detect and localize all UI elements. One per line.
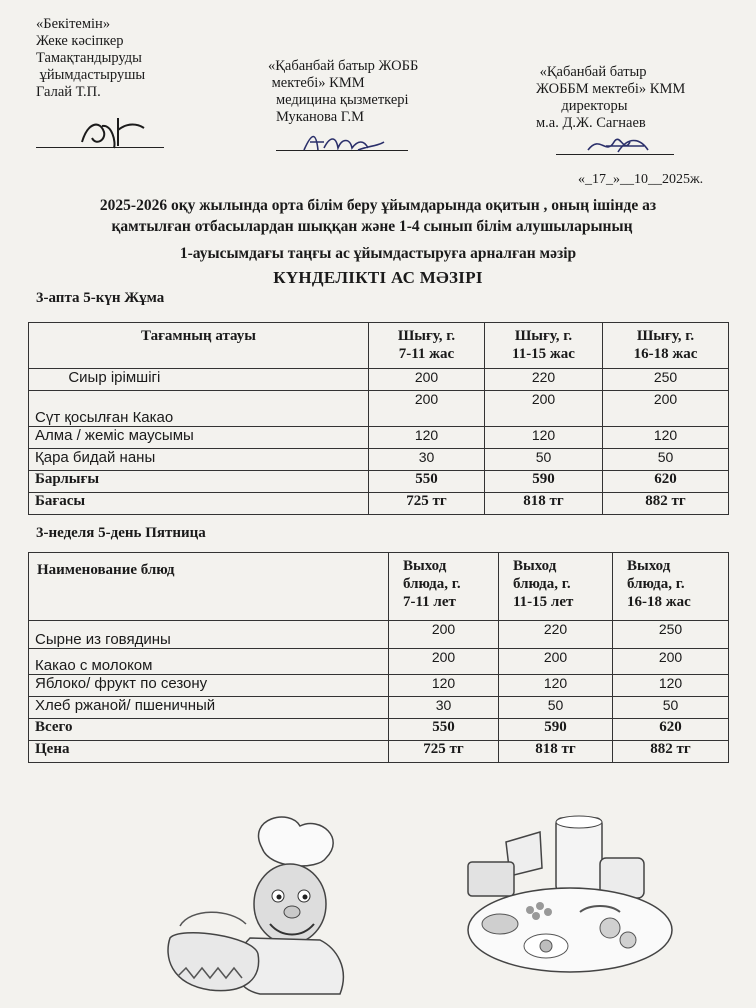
- column-header: Тағамның атауы: [29, 323, 369, 369]
- total-value: 620: [603, 471, 729, 493]
- portion-value: 200: [613, 649, 729, 675]
- total-row: [29, 719, 729, 741]
- table-row: [29, 369, 729, 391]
- approval-line: «Бекітемін»: [36, 16, 111, 32]
- price-value: 818 тг: [485, 493, 603, 515]
- portion-value: 200: [389, 621, 499, 649]
- total-value: 550: [389, 719, 499, 741]
- portion-value: 30: [369, 449, 485, 471]
- portion-value: 200: [603, 391, 729, 427]
- approval-medical: [268, 58, 418, 126]
- portion-value: 50: [603, 449, 729, 471]
- approval-line: директоры: [536, 98, 628, 114]
- signature-icon: [584, 130, 654, 160]
- approval-line: «Қабанбай батыр ЖОББ: [268, 58, 419, 74]
- dish-name: Сырне из говядины: [29, 621, 389, 649]
- dish-name: Какао с молоком: [29, 649, 389, 675]
- approval-line: Галай Т.П.: [36, 84, 101, 100]
- dish-name: Хлеб ржаной/ пшеничный: [29, 697, 389, 719]
- portion-value: 120: [389, 675, 499, 697]
- portion-value: 30: [389, 697, 499, 719]
- price-row: [29, 741, 729, 763]
- weekday-label-ru: 3-неделя 5-день Пятница: [36, 525, 206, 541]
- price-value: 725 тг: [389, 741, 499, 763]
- price-value: 818 тг: [499, 741, 613, 763]
- portion-value: 200: [389, 649, 499, 675]
- portion-value: 50: [485, 449, 603, 471]
- weekday-label-kz: 3-апта 5-күн Жұма: [36, 290, 165, 306]
- table-row: [29, 675, 729, 697]
- total-value: 550: [369, 471, 485, 493]
- total-label: Всего: [29, 719, 389, 741]
- price-value: 882 тг: [603, 493, 729, 515]
- column-header: Наименование блюд: [29, 553, 389, 621]
- table-row: [29, 621, 729, 649]
- table-row: [29, 697, 729, 719]
- portion-value: 200: [485, 391, 603, 427]
- approval-line: Жеке кәсіпкер: [36, 33, 124, 49]
- table-header-row: [29, 553, 729, 621]
- dish-name: Сиыр ірімшігі: [29, 369, 369, 391]
- table-row: [29, 449, 729, 471]
- approval-date: «_17_»__10__2025ж.: [578, 172, 704, 187]
- table-row: [29, 391, 729, 427]
- portion-value: 120: [369, 427, 485, 449]
- total-label: Барлығы: [29, 471, 369, 493]
- column-header: Шығу, г. 11-15 жас: [485, 323, 603, 369]
- portion-value: 50: [613, 697, 729, 719]
- signature-icon: [78, 112, 148, 152]
- signature-icon: [298, 128, 388, 158]
- total-row: [29, 471, 729, 493]
- approval-line: Тамақтандыруды: [36, 50, 142, 66]
- portion-value: 200: [499, 649, 613, 675]
- approval-line: ұйымдастырушы: [36, 67, 146, 83]
- portion-value: 220: [485, 369, 603, 391]
- approval-director: [536, 64, 685, 132]
- portion-value: 50: [499, 697, 613, 719]
- dish-name: Қара бидай наны: [29, 449, 369, 471]
- chef-illustration: [150, 808, 370, 998]
- total-value: 590: [485, 471, 603, 493]
- dish-name: Сүт қосылған Какао: [29, 391, 369, 427]
- document-title: КҮНДЕЛІКТІ АС МӘЗІРІ: [273, 268, 483, 287]
- column-header: Шығу, г. 7-11 жас: [369, 323, 485, 369]
- approval-entrepreneur: [36, 16, 145, 101]
- portion-value: 120: [485, 427, 603, 449]
- menu-table-ru: [28, 552, 729, 763]
- dish-name: Яблоко/ фрукт по сезону: [29, 675, 389, 697]
- table-row: [29, 427, 729, 449]
- approval-line: медицина қызметкері: [276, 92, 409, 108]
- heading-line-3: 1-ауысымдағы таңғы ас ұйымдастыруға арналған мәзір: [179, 245, 577, 262]
- price-label: Цена: [29, 741, 389, 763]
- portion-value: 250: [613, 621, 729, 649]
- breakfast-illustration: [460, 812, 690, 982]
- approval-line: «Қабанбай батыр: [536, 64, 647, 80]
- approval-line: ЖОББМ мектебі» КММ: [536, 81, 686, 97]
- heading-line-1: 2025-2026 оқу жылында орта білім беру ұйымдарында оқитын , оның ішінде аз: [99, 197, 657, 214]
- dish-name: Алма / жеміс маусымы: [29, 427, 369, 449]
- menu-table-kz: [28, 322, 729, 515]
- column-header: Шығу, г. 16-18 жас: [603, 323, 729, 369]
- price-label: Бағасы: [29, 493, 369, 515]
- portion-value: 200: [369, 369, 485, 391]
- price-value: 882 тг: [613, 741, 729, 763]
- approval-line: Муканова Г.М: [276, 109, 365, 125]
- heading-line-2: қамтылған отбасылардан шыққан және 1-4 сынып білім алушыларының: [111, 218, 633, 235]
- price-row: [29, 493, 729, 515]
- approval-line: м.а. Д.Ж. Сагнаев: [536, 115, 646, 131]
- portion-value: 250: [603, 369, 729, 391]
- portion-value: 200: [369, 391, 485, 427]
- portion-value: 120: [603, 427, 729, 449]
- approval-line: мектебі» КММ: [268, 75, 365, 91]
- table-row: [29, 649, 729, 675]
- total-value: 620: [613, 719, 729, 741]
- portion-value: 220: [499, 621, 613, 649]
- column-header: Выход блюда, г. 16-18 жас: [613, 553, 729, 621]
- total-value: 590: [499, 719, 613, 741]
- portion-value: 120: [613, 675, 729, 697]
- column-header: Выход блюда, г. 11-15 лет: [499, 553, 613, 621]
- price-value: 725 тг: [369, 493, 485, 515]
- column-header: Выход блюда, г. 7-11 лет: [389, 553, 499, 621]
- table-header-row: [29, 323, 729, 369]
- portion-value: 120: [499, 675, 613, 697]
